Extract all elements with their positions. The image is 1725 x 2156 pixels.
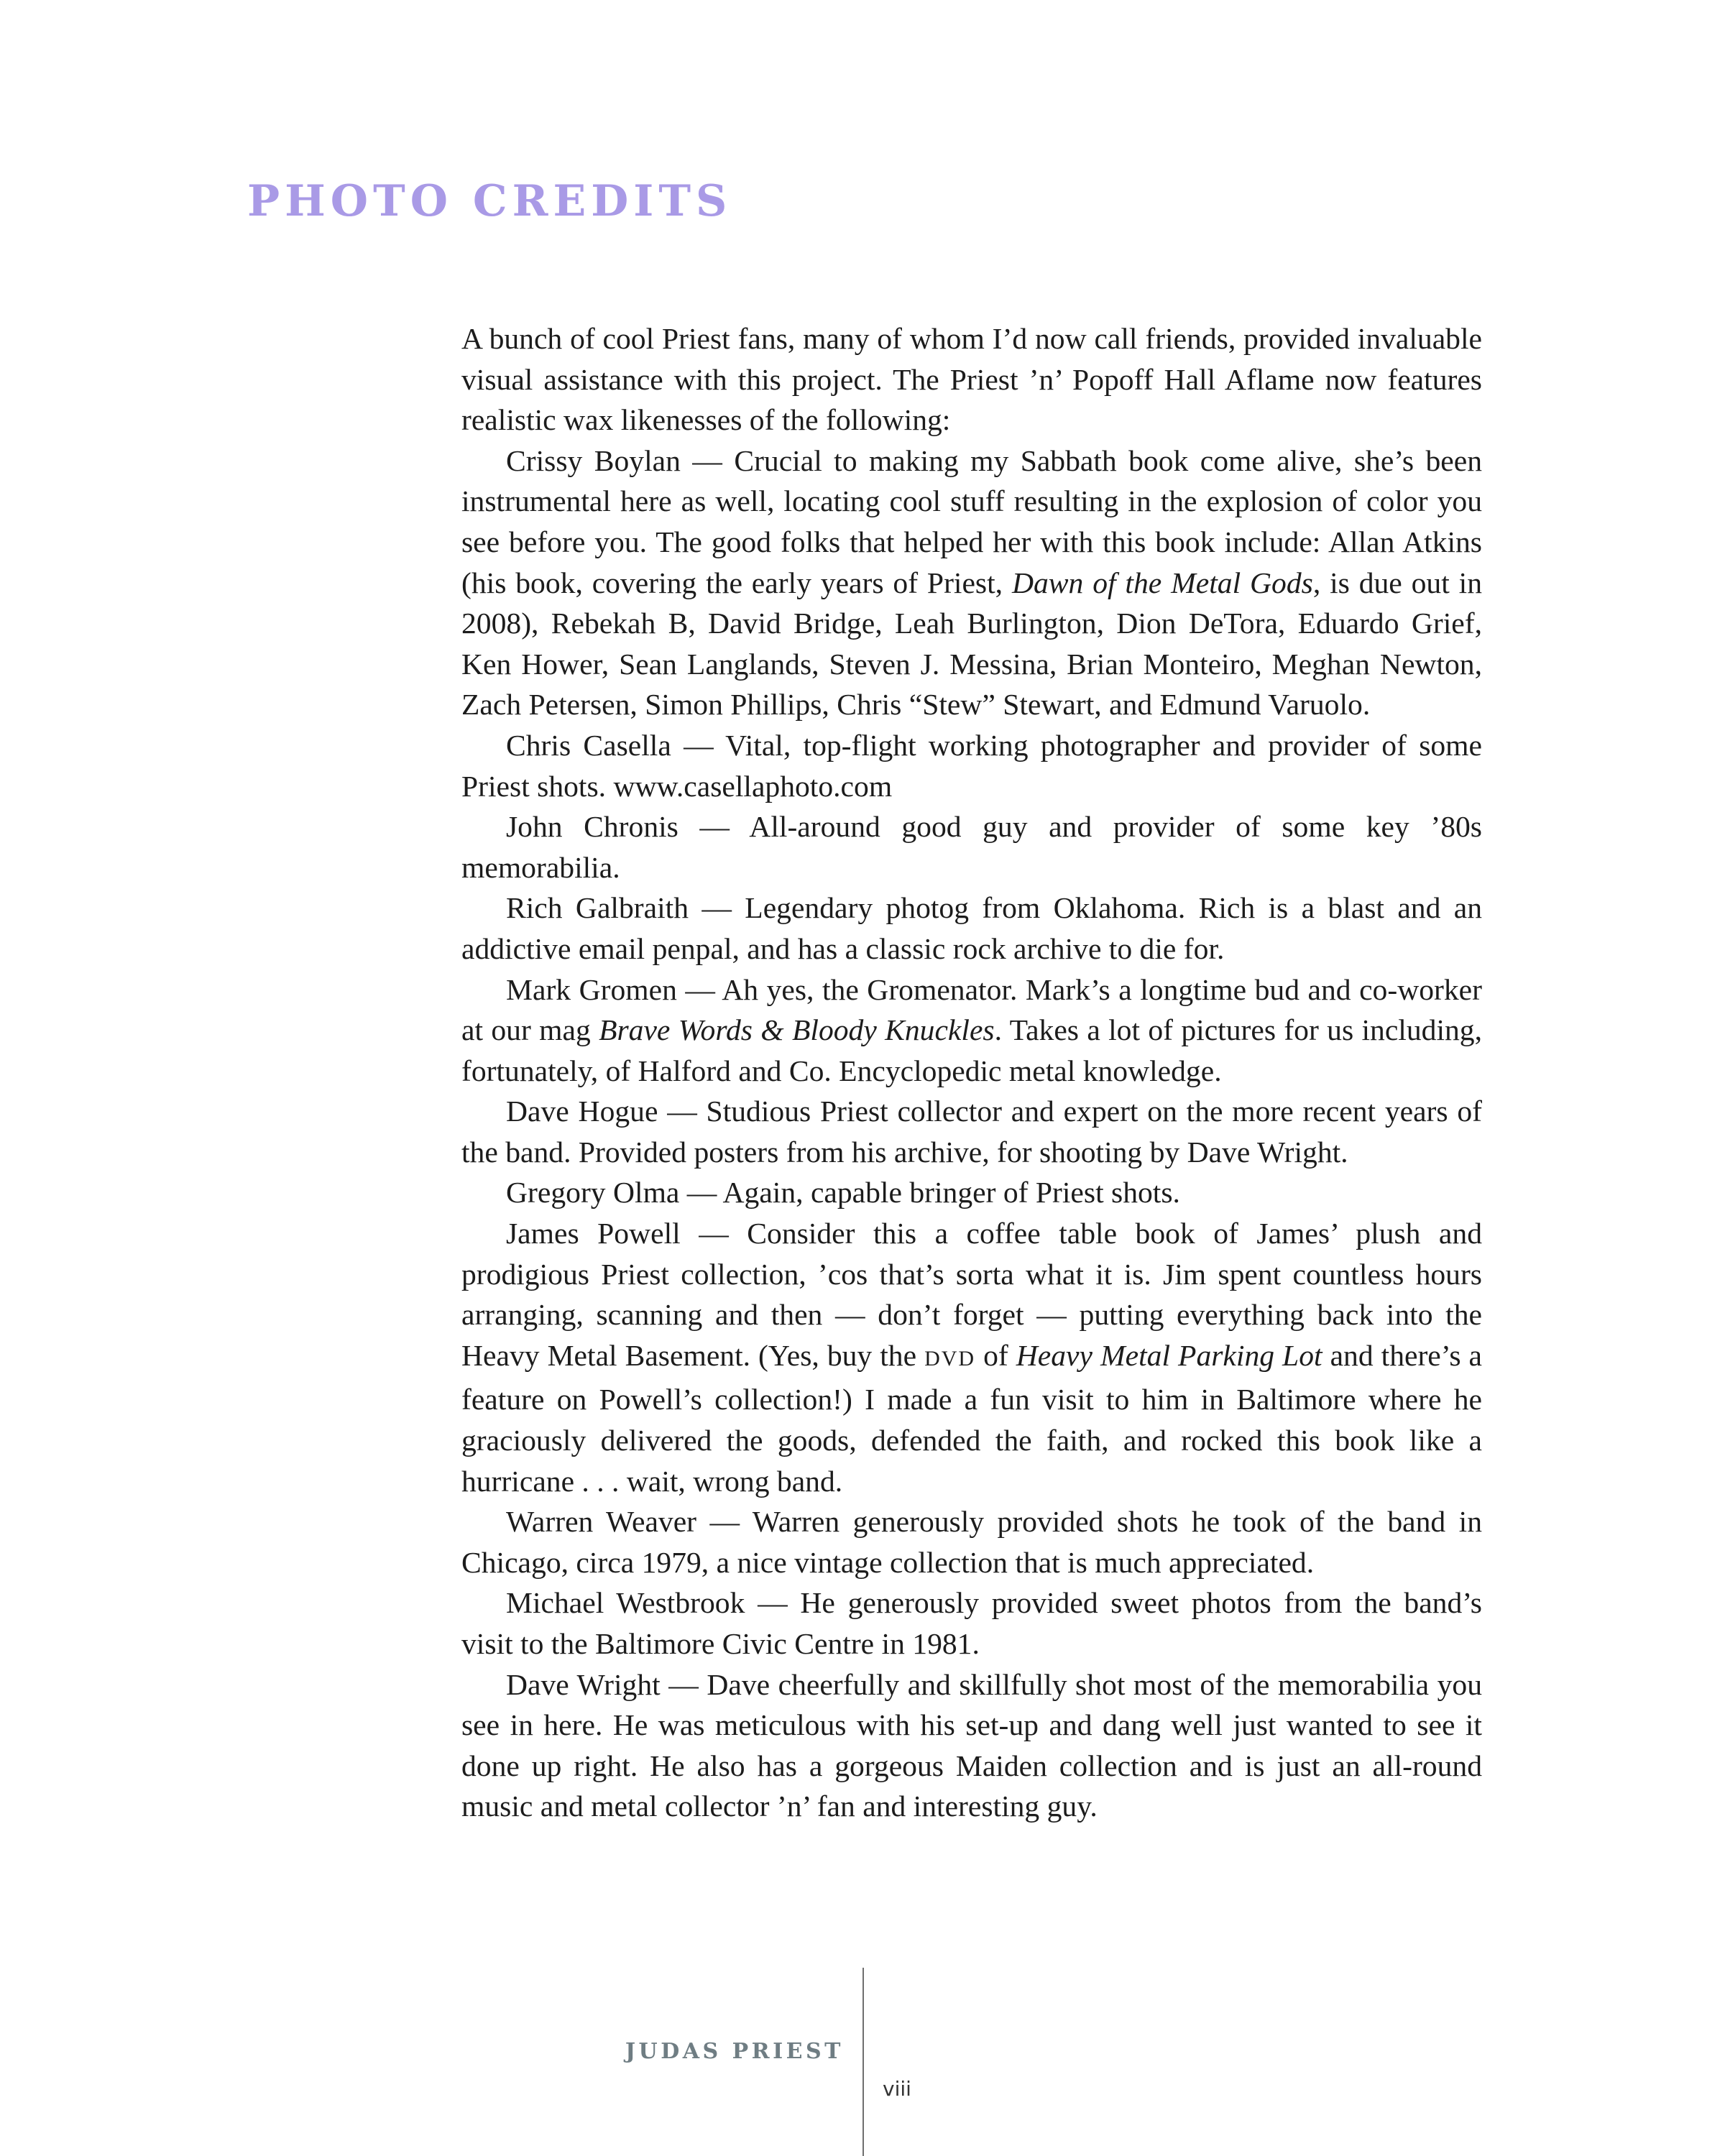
page-title: PHOTO CREDITS: [247, 176, 732, 226]
magazine-title-brave-words: Brave Words & Bloody Knuckles: [599, 1013, 995, 1047]
footer-book-title: JUDAS PRIEST: [625, 2039, 844, 2064]
credit-boylan: [461, 441, 1482, 725]
credit-powell-text-2: of: [975, 1338, 1016, 1372]
credit-olma: Gregory Olma — Again, capable bringer of Priest shots.: [506, 1176, 1180, 1210]
credit-wright: Dave Wright — Dave cheerfully and skillfully shot most of the memorabilia you see in here. He was meticulous with his set-up and dang well just wanted to see it done up right. He also has a gorgeous Maiden collection and is just an all-round music and metal collector ’n’ fan and interesting guy.: [461, 1667, 1482, 1823]
film-title-heavy-metal-parking-lot: Heavy Metal Parking Lot: [1016, 1338, 1322, 1372]
intro-paragraph: A bunch of cool Priest fans, many of whom I’d now call friends, provided invaluable visual assistance with this project. The Priest ’n’ Popoff Hall Aflame now features realistic wax likenesses of the following:: [461, 322, 1482, 437]
credit-chronis: John Chronis — All-around good guy and provider of some key ’80s memorabilia.: [461, 810, 1482, 884]
footer-divider: [862, 1968, 864, 2156]
credit-boylan-text-1: Crissy Boylan — Crucial to making my Sabbath book come alive, she’s been instrumental here as well, locating cool stuff resulting in the explosion of color you see before you. The good folks that helped her with this book include: Allan Atkins (his book, covering the early years of Priest,: [461, 443, 1482, 599]
dvd-smallcaps: DVD: [924, 1346, 976, 1370]
credit-gromen-text-1: Mark Gromen — Ah yes, the Gromenator. Mark’s a longtime bud and co-worker at our mag: [461, 972, 1482, 1047]
book-title-dawn-of-the-metal-gods: Dawn of the Metal Gods: [1011, 566, 1313, 599]
credit-weaver: Warren Weaver — Warren generously provided shots he took of the band in Chicago, circa 1979, a nice vintage collection that is much appreciated.: [461, 1505, 1482, 1579]
credit-powell-text-1: James Powell — Consider this a coffee table book of James’ plush and prodigious Priest collection, ’cos that’s sorta what it is. Jim spent countless hours arranging, scanning and then — don’t forget — putting everything back into the Heavy Metal Basement. (Yes, buy the: [461, 1217, 1482, 1372]
credits-body: [461, 318, 1482, 1827]
page-number: viii: [883, 2077, 911, 2101]
credit-hogue: Dave Hogue — Studious Priest collector and expert on the more recent years of the band. Provided posters from his archive, for shooting by Dave Wright.: [461, 1095, 1482, 1169]
credit-powell-text-3: and there’s a feature on Powell’s collection!) I made a fun visit to him in Baltimore where he graciously delivered the goods, defended the faith, and rocked this book like a hurricane . . . wait, wrong band.: [461, 1338, 1482, 1498]
credit-boylan-text-2: , is due out in 2008), Rebekah B, David Bridge, Leah Burlington, Dion DeTora, Eduardo Grief, Ken Hower, Sean Langlands, Steven J. Messina, Brian Monteiro, Meghan Newton, Zach Petersen, Simon Phillips, Chris “Stew” Stewart, and Edmund Varuolo.: [461, 566, 1482, 722]
credit-galbraith: Rich Galbraith — Legendary photog from Oklahoma. Rich is a blast and an addictive email penpal, and has a classic rock archive to die for.: [461, 891, 1482, 965]
credit-gromen: [461, 969, 1482, 1092]
credit-gromen-text-2: . Takes a lot of pictures for us including, fortunately, of Halford and Co. Encyclopedic metal knowledge.: [461, 1013, 1482, 1087]
credit-powell: [461, 1213, 1482, 1501]
credit-casella: Chris Casella — Vital, top-flight working photographer and provider of some Priest shots. www.casellaphoto.com: [461, 728, 1482, 803]
credit-westbrook: Michael Westbrook — He generously provided sweet photos from the band’s visit to the Baltimore Civic Centre in 1981.: [461, 1586, 1482, 1660]
